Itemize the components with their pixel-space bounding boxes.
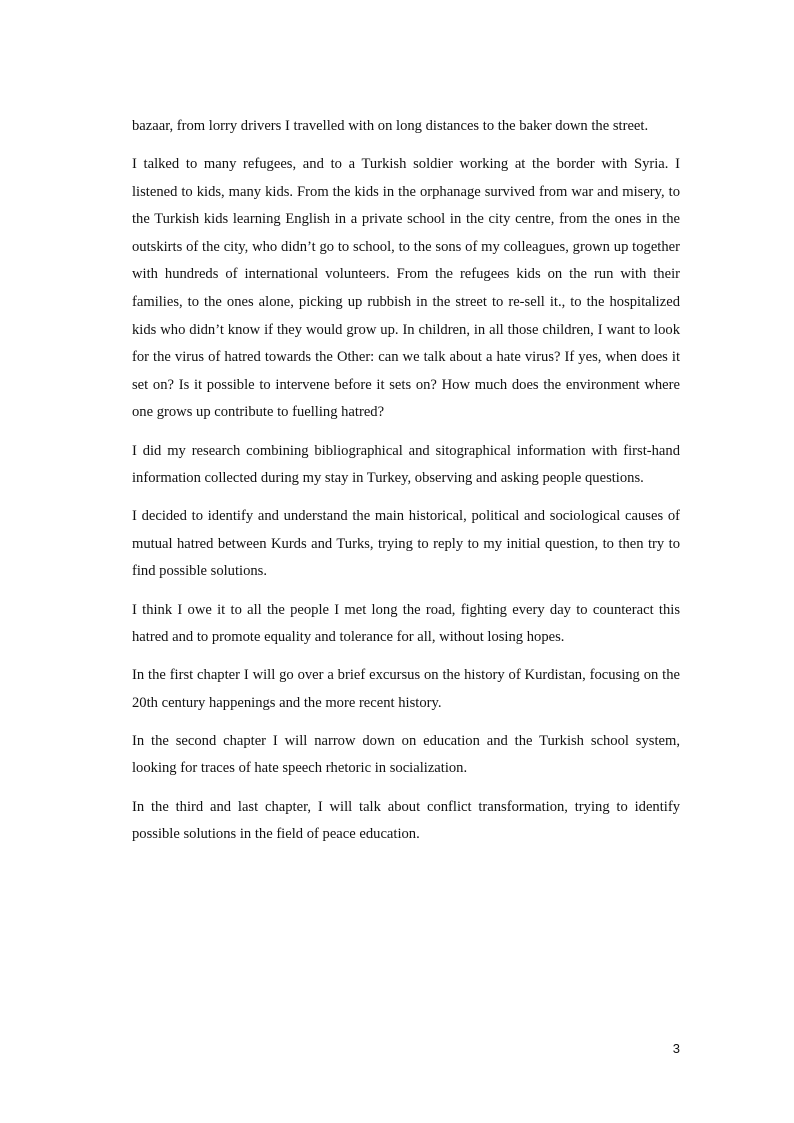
paragraph-chapter-three: In the third and last chapter, I will talk about conflict transformation, trying to identify possible solutions in the field of peace education. [132, 798, 680, 843]
paragraph-chapter-two: In the second chapter I will narrow down on education and the Turkish school system, looking for traces of hate speech rhetoric in socialization. [132, 732, 680, 777]
document-body [132, 113, 680, 859]
paragraph-research-goal: I decided to identify and understand the main historical, political and sociological causes of mutual hatred between Kurds and Turks, trying to reply to my initial question, to then try to find possible solutions. [132, 508, 680, 580]
paragraph-research-method: I did my research combining bibliographical and sitographical information with first-hand information collected during my stay in Turkey, observing and asking people questions. [132, 442, 680, 487]
paragraph-chapter-one: In the first chapter I will go over a brief excursus on the history of Kurdistan, focusing on the 20th century happenings and the more recent history. [132, 667, 680, 711]
paragraph-continuation: bazaar, from lorry drivers I travelled with on long distances to the baker down the street. [132, 118, 649, 134]
page-number: 3 [672, 1041, 680, 1056]
paragraph-refugees-and-kids: I talked to many refugees, and to a Turkish soldier working at the border with Syria. I listened to kids, many kids. From the kids in the orphanage survived from war and misery, to the Turkish kids learning English in a private school in the city centre, from the ones in the outskirts of the city, who didn’t go to school, to the sons of my colleagues, grown up together with hundreds of international volunteers. From the refugees kids on the run with their families, to the ones alone, picking up rubbish in the street to re-sell it., to the hospitalized kids who didn’t know if they would grow up. In children, in all those children, I want to look for the virus of hatred towards the Other: can we talk about a hate virus? If yes, when does it set on? Is it possible to intervene before it sets on? How much does the environment where one grows up contribute to fuelling hatred? [132, 156, 680, 421]
paragraph-dedication: I think I owe it to all the people I met long the road, fighting every day to counteract this hatred and to promote equality and tolerance for all, without losing hopes. [132, 601, 680, 646]
